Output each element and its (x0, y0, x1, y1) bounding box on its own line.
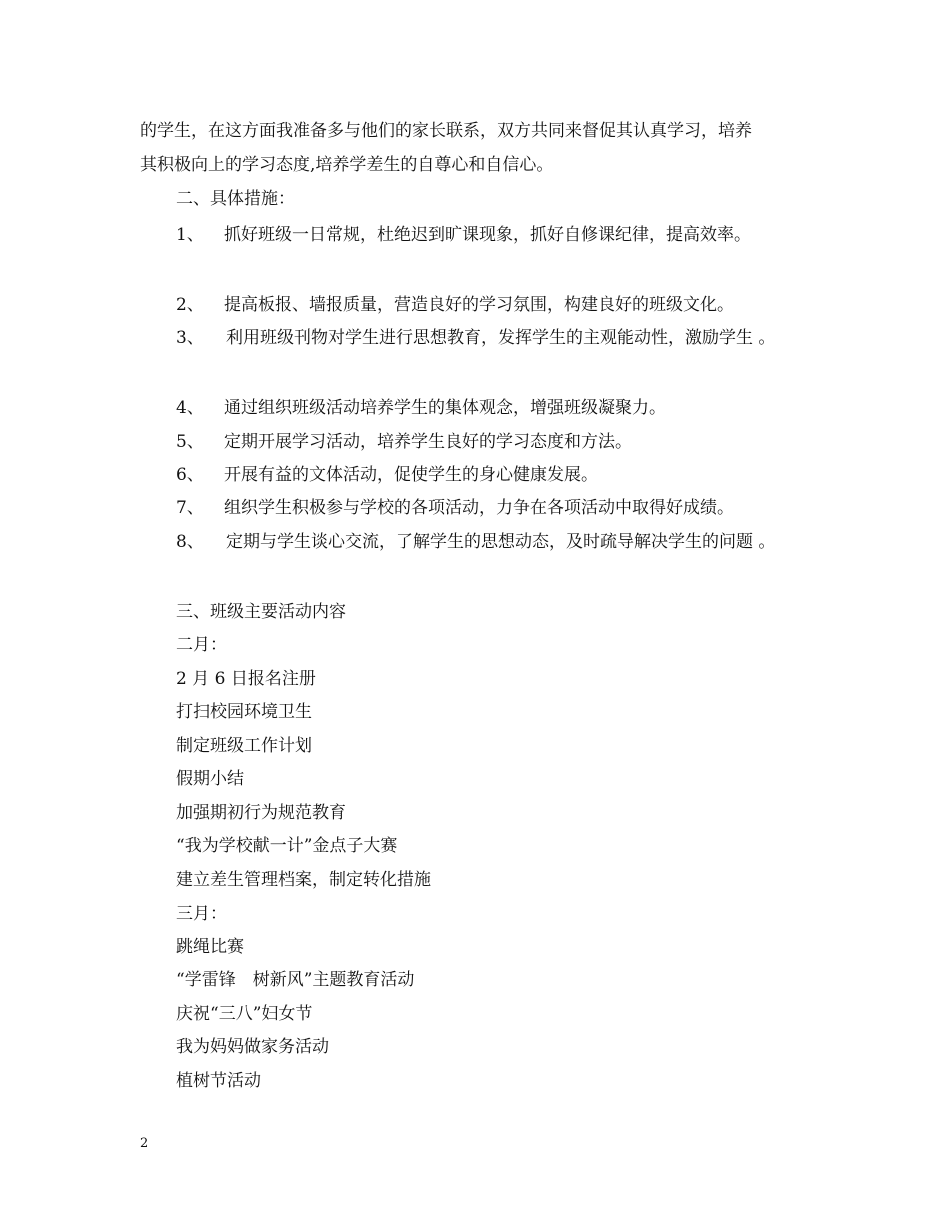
feb-item: 假期小结 (176, 769, 244, 789)
feb-item: 制定班级工作计划 (176, 736, 312, 756)
section-2-heading: 二、具体措施： (176, 189, 295, 209)
item-text: 利用班级刊物对学生进行思想教育，发挥学生的主观能动性，激励学生 。 (226, 328, 776, 348)
item-number: 3、 (176, 328, 204, 348)
intro-line-2: 其积极向上的学习态度,培养学差生的自尊心和自信心。 (140, 155, 554, 175)
item-number: 1、 (176, 225, 204, 245)
feb-item: 2 月 6 日报名注册 (176, 669, 316, 689)
page-number: 2 (140, 1136, 149, 1151)
item-text: 通过组织班级活动培养学生的集体观念，增强班级凝聚力。 (224, 398, 666, 418)
item-number: 7、 (176, 498, 204, 518)
item-text: 组织学生积极参与学校的各项活动，力争在各项活动中取得好成绩。 (224, 498, 734, 518)
item-number: 2、 (176, 295, 204, 315)
item-text: 抓好班级一日常规，杜绝迟到旷课现象，抓好自修课纪律，提高效率。 (224, 225, 751, 245)
item-text: 提高板报、墙报质量，营造良好的学习氛围，构建良好的班级文化。 (224, 295, 734, 315)
section-3-heading: 三、班级主要活动内容 (176, 602, 346, 622)
mar-item: 跳绳比赛 (176, 937, 244, 957)
feb-item: 打扫校园环境卫生 (176, 702, 312, 722)
intro-line-1: 的学生，在这方面我准备多与他们的家长联系，双方共同来督促其认真学习，培养 (140, 121, 752, 141)
mar-item: 庆祝“三八”妇女节 (176, 1004, 313, 1024)
feb-item: 加强期初行为规范教育 (176, 803, 346, 823)
item-number: 4、 (176, 398, 204, 418)
item-number: 8、 (176, 532, 204, 552)
march-heading: 三月： (176, 904, 227, 924)
item-number: 6、 (176, 465, 204, 485)
mar-item: 植树节活动 (176, 1071, 261, 1091)
item-number: 5、 (176, 432, 204, 452)
mar-item: “学雷锋 树新风”主题教育活动 (176, 970, 415, 990)
item-text: 定期开展学习活动，培养学生良好的学习态度和方法。 (224, 432, 632, 452)
feb-item: “我为学校献一计”金点子大赛 (176, 836, 398, 856)
item-text: 定期与学生谈心交流，了解学生的思想动态，及时疏导解决学生的问题 。 (226, 532, 776, 552)
mar-item: 我为妈妈做家务活动 (176, 1037, 329, 1057)
item-text: 开展有益的文体活动，促使学生的身心健康发展。 (224, 465, 598, 485)
february-heading: 二月： (176, 635, 227, 655)
feb-item: 建立差生管理档案，制定转化措施 (176, 870, 431, 890)
